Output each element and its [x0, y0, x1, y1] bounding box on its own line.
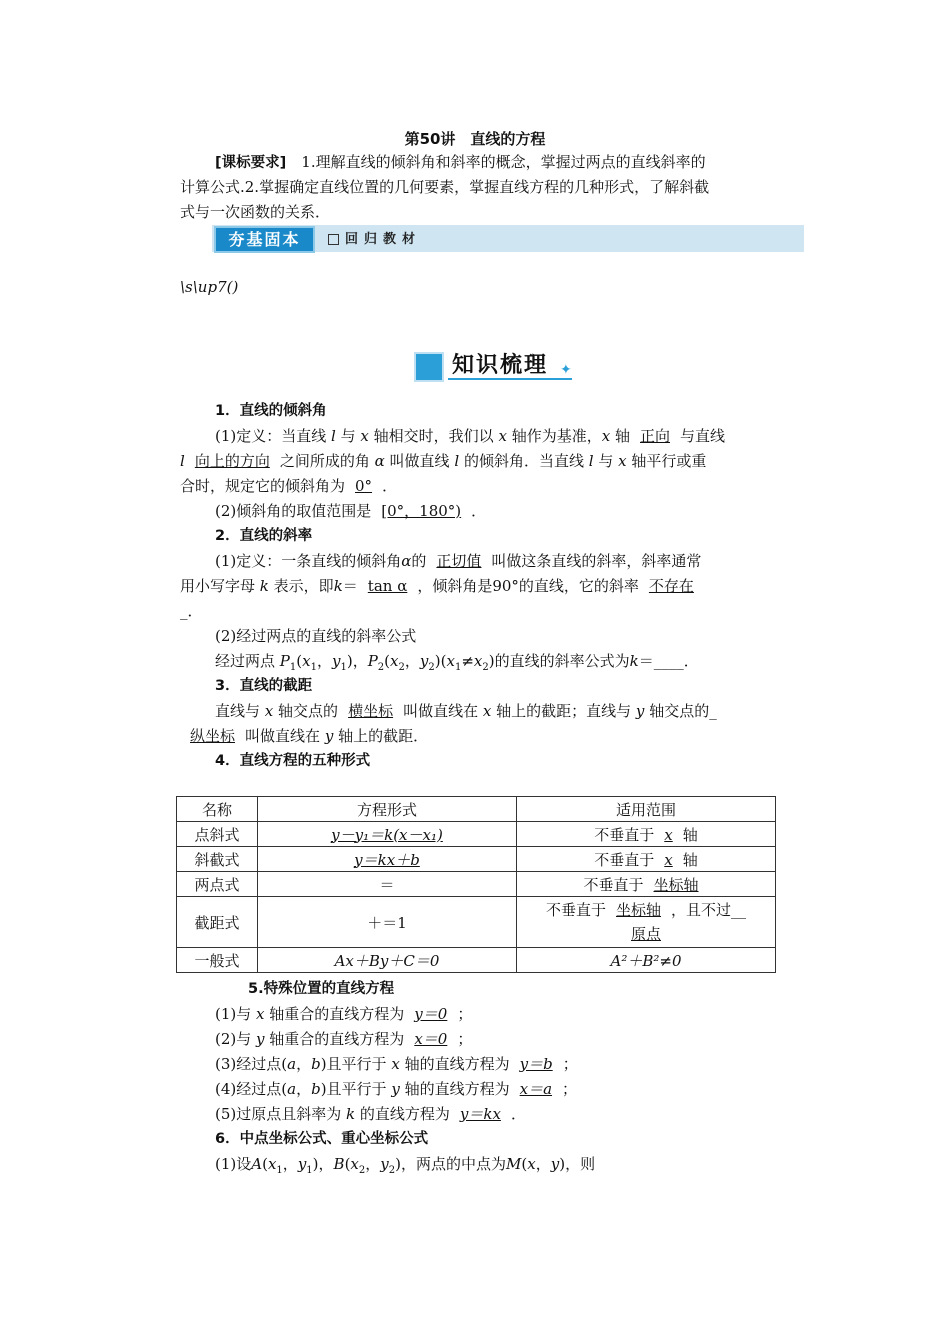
table-cell: Ax＋By＋C＝0	[258, 948, 517, 973]
table-header: 名称	[177, 797, 258, 822]
equation-forms-table	[176, 796, 776, 973]
table-cell: 不垂直于 x 轴	[517, 847, 776, 872]
table-cell: 斜截式	[177, 847, 258, 872]
table-row	[177, 897, 776, 948]
table-row	[177, 948, 776, 973]
table-cell: 不垂直于 x 轴	[517, 822, 776, 847]
table-cell: 不垂直于 坐标轴	[517, 872, 776, 897]
s2-line-b: 用小写字母 k 表示，即k＝ tan α ，倾斜角是90°的直线，它的斜率 不存在	[180, 574, 780, 599]
answer-blank: 0°	[355, 477, 373, 495]
answer-blank: 正切值	[436, 552, 482, 570]
square-icon	[328, 234, 339, 245]
table-cell: 点斜式	[177, 822, 258, 847]
s2-line-e: 经过两点 $P_1(x_1$，$y_1$)，$P_2(x_2$，$y_2)(x_1\ne x_2)$的直线的斜率公式为k＝____．	[215, 652, 699, 673]
knowledge-section-header	[412, 346, 572, 382]
requirements-tag: [课标要求]	[215, 155, 287, 171]
title-underline	[448, 378, 572, 380]
section-banner	[212, 225, 804, 252]
s5-line-4: (4)经过点(a，b)且平行于 y 轴的直线方程为 x＝a ；	[215, 1080, 578, 1098]
square-icon	[414, 352, 444, 382]
answer-blank: 纵坐标	[190, 727, 236, 745]
table-cell: A²＋B²≠0	[517, 948, 776, 973]
banner-sub	[328, 228, 421, 247]
table-header: 适用范围	[517, 797, 776, 822]
answer-blank: y＝kx	[459, 1105, 501, 1123]
section-title: 知识梳理	[452, 353, 549, 378]
s3-line-a: 直线与 x 轴交点的 横坐标 叫做直线在 x 轴上的截距；直线与 y 轴交点的_	[215, 702, 717, 720]
answer-blank: x＝a	[519, 1080, 553, 1098]
table-header: 方程形式	[258, 797, 517, 822]
table-cell: ＋＝1	[258, 897, 517, 948]
s1-line-c: 合时，规定它的倾斜角为 0° ．	[180, 477, 398, 495]
answer-blank: y＝0	[414, 1005, 448, 1023]
s5-line-3: (3)经过点(a，b)且平行于 x 轴的直线方程为 y＝b ；	[215, 1055, 578, 1073]
s6-line-1: (1)设$A(x_1$，$y_1$)，$B(x_2$，$y_2$)，两点的中点为M(x，y)，则	[215, 1155, 596, 1176]
requirements-line-1	[215, 150, 815, 176]
s2-line-a: (1)定义：一条直线的倾斜角α的 正切值 叫做这条直线的斜率，斜率通常	[215, 552, 702, 570]
requirements-line-2: 计算公式.2.掌握确定直线位置的几何要素，掌握直线方程的几种形式，了解斜截	[180, 178, 710, 196]
table-cell: y＝kx＋b	[258, 847, 517, 872]
table-cell: 两点式	[177, 872, 258, 897]
s5-line-2: (2)与 y 轴重合的直线方程为 x＝0 ；	[215, 1030, 473, 1048]
answer-blank: 正向	[640, 427, 671, 445]
s5-line-1: (1)与 x 轴重合的直线方程为 y＝0 ；	[215, 1005, 473, 1023]
table-row	[177, 847, 776, 872]
s2-line-c: _．	[180, 602, 203, 620]
page-title: 第50讲 直线的方程	[404, 130, 546, 148]
table-header-row	[177, 797, 776, 822]
answer-blank: 不存在	[648, 577, 694, 595]
answer-blank: 横坐标	[348, 702, 394, 720]
answer-blank: y＝b	[519, 1055, 553, 1073]
s6-heading: 6．中点坐标公式、重心坐标公式	[215, 1131, 429, 1147]
table-cell: y－y₁＝k(x－x₁)	[258, 822, 517, 847]
s1-line-d: (2)倾斜角的取值范围是 [0°，180°) ．	[215, 502, 487, 520]
requirements-line-3: 式与一次函数的关系．	[180, 203, 331, 221]
s1-line-b: l 向上的方向 之间所成的角 α 叫做直线 l 的倾斜角．当直线 l 与 x 轴平行或重	[180, 452, 707, 470]
answer-blank: [0°，180°)	[381, 502, 462, 520]
artifact-text: \s\up7()	[180, 278, 239, 296]
banner-sub-text: 回归教材	[345, 232, 422, 247]
table-cell: 不垂直于 坐标轴 ，且不过__ 原点	[517, 897, 776, 948]
banner-main: 夯基固本	[214, 226, 315, 253]
table-row	[177, 822, 776, 847]
s2-heading: 2．直线的斜率	[215, 528, 313, 544]
s3-line-b: 纵坐标 叫做直线在 y 轴上的截距．	[180, 724, 780, 749]
answer-blank: x＝0	[414, 1030, 448, 1048]
requirements-text: 1.理解直线的倾斜角和斜率的概念，掌握过两点的直线斜率的	[301, 153, 706, 171]
table-cell: 截距式	[177, 897, 258, 948]
star-icon: ✦	[560, 362, 572, 378]
table-row	[177, 872, 776, 897]
answer-blank: 向上的方向	[194, 452, 270, 470]
s3-heading: 3．直线的截距	[215, 678, 313, 694]
s5-line-5: (5)过原点且斜率为 k 的直线方程为 y＝kx ．	[215, 1105, 526, 1123]
answer-blank: tan α	[367, 577, 408, 595]
s1-heading: 1．直线的倾斜角	[215, 403, 327, 419]
table-cell: 一般式	[177, 948, 258, 973]
s5-heading: 5.特殊位置的直线方程	[248, 981, 395, 997]
s2-line-d: (2)经过两点的直线的斜率公式	[215, 627, 417, 645]
s1-line-a: (1)定义：当直线 l 与 x 轴相交时，我们以 x 轴作为基准，x 轴 正向 与直线	[215, 427, 726, 445]
s4-heading: 4．直线方程的五种形式	[215, 753, 371, 769]
table-cell: ＝	[258, 872, 517, 897]
